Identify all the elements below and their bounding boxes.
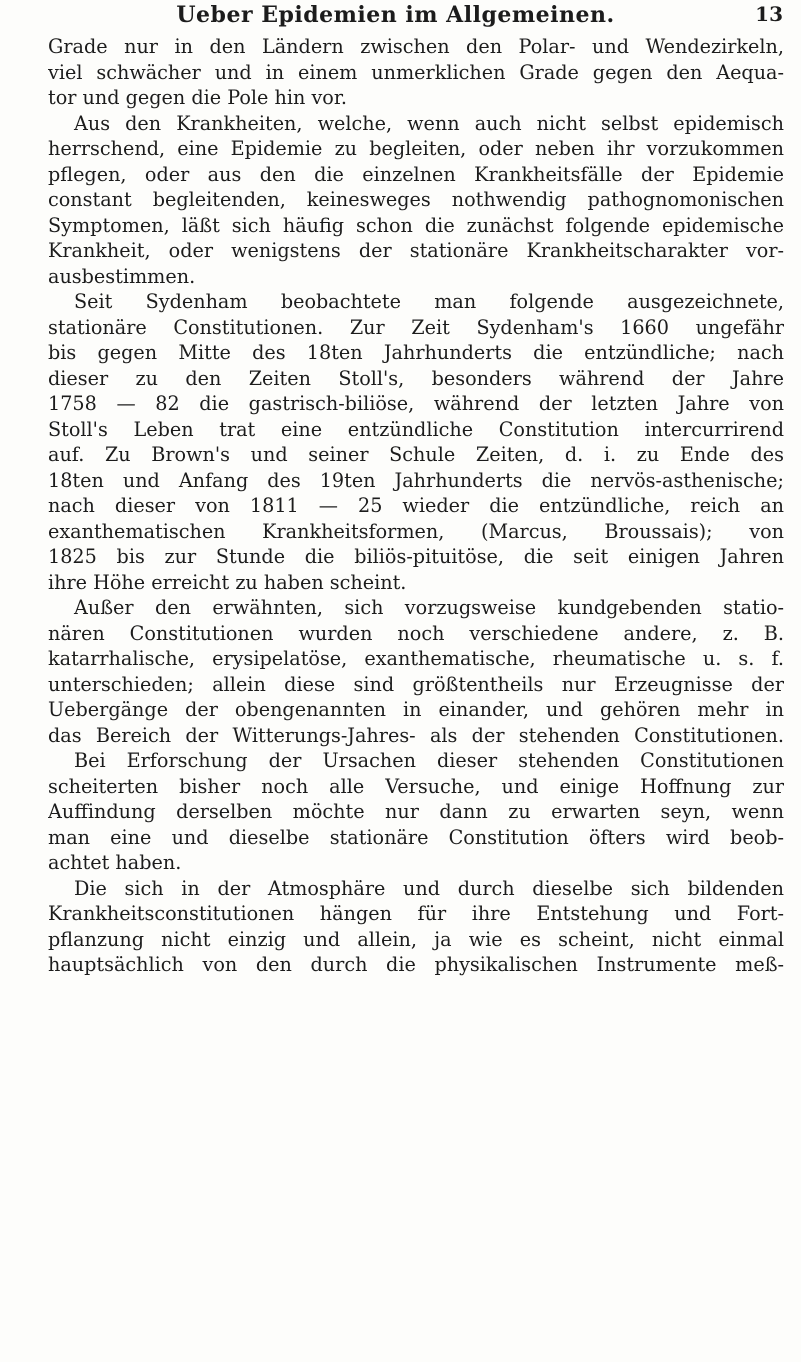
text-line: 1758 — 82 die gastrisch-biliöse, während der letzten Jahre von	[48, 392, 784, 415]
text-line: viel schwächer und in einem unmerklichen Grade gegen den Aequa-	[48, 60, 784, 84]
text-line: hauptsächlich von den durch die physikalischen Instrumente meß-	[48, 953, 784, 976]
text-line: Uebergänge der obengenannten in einander, und gehören mehr in	[48, 698, 784, 721]
text-line: tor und gegen die Pole hin vor.	[48, 86, 348, 109]
text-line: nären Constitutionen wurden noch verschiedene andere, z. B.	[48, 621, 784, 645]
text-line: stationäre Constitutionen. Zur Zeit Sydenham's 1660 ungefähr	[48, 315, 784, 339]
text-line: scheiterten bisher noch alle Versuche, und einige Hoffnung zur	[48, 774, 784, 798]
body-text	[48, 34, 784, 978]
text-line: unterschieden; allein diese sind größtentheils nur Erzeugnisse der	[48, 672, 784, 696]
text-line: 18ten und Anfang des 19ten Jahrhunderts die nervös-asthenische;	[48, 468, 784, 492]
text-line: Außer den erwähnten, sich vorzugsweise kundgebenden statio-	[74, 596, 784, 619]
text-line: 1825 bis zur Stunde die biliös-pituitöse, die seit einigen Jahren	[48, 545, 784, 568]
text-line: Symptomen, läßt sich häufig schon die zunächst folgende epidemische	[48, 213, 784, 237]
text-line: bis gegen Mitte des 18ten Jahrhunderts die entzündliche; nach	[48, 341, 784, 364]
page-number: 13	[755, 2, 783, 26]
text-line: Auffindung derselben möchte nur dann zu erwarten seyn, wenn	[48, 800, 784, 823]
text-line: pflanzung nicht einzig und allein, ja wie es scheint, nicht einmal	[48, 927, 784, 951]
text-line: ausbestimmen.	[48, 264, 196, 288]
text-line: pflegen, oder aus den die einzelnen Krankheitsfälle der Epidemie	[48, 162, 784, 186]
text-line: constant begleitenden, keinesweges nothwendig pathognomonischen	[48, 188, 784, 211]
text-line: Seit Sydenham beobachtete man folgende ausgezeichnete,	[74, 290, 784, 313]
text-line: man eine und dieselbe stationäre Constitution öfters wird beob-	[48, 825, 784, 849]
text-line: Aus den Krankheiten, welche, wenn auch nicht selbst epidemisch	[74, 111, 784, 135]
text-line: Die sich in der Atmosphäre und durch dieselbe sich bildenden	[74, 876, 784, 900]
running-head	[48, 2, 783, 32]
text-line: dieser zu den Zeiten Stoll's, besonders während der Jahre	[48, 366, 784, 390]
text-line: exanthematischen Krankheitsformen, (Marcus, Broussais); von	[48, 519, 784, 543]
text-line: das Bereich der Witterungs-Jahres- als der stehenden Constitutionen.	[48, 723, 784, 747]
text-line: nach dieser von 1811 — 25 wieder die entzündliche, reich an	[48, 494, 784, 517]
text-line: herrschend, eine Epidemie zu begleiten, oder neben ihr vorzukommen	[48, 137, 784, 160]
text-line: achtet haben.	[48, 851, 182, 874]
text-line: Krankheit, oder wenigstens der stationäre Krankheitscharakter vor-	[48, 239, 784, 262]
running-title: Ueber Epidemien im Allgemeinen.	[176, 2, 615, 28]
text-line: Grade nur in den Ländern zwischen den Polar- und Wendezirkeln,	[48, 35, 784, 58]
text-line: auf. Zu Brown's und seiner Schule Zeiten, d. i. zu Ende des	[48, 443, 784, 466]
text-line: katarrhalische, erysipelatöse, exanthematische, rheumatische u. s. f.	[48, 647, 784, 670]
text-line: ihre Höhe erreicht zu haben scheint.	[48, 570, 407, 594]
text-line: Krankheitsconstitutionen hängen für ihre Entstehung und Fort-	[48, 902, 784, 925]
text-line: Stoll's Leben trat eine entzündliche Constitution intercurrirend	[48, 417, 784, 441]
text-line: Bei Erforschung der Ursachen dieser stehenden Constitutionen	[74, 749, 784, 772]
